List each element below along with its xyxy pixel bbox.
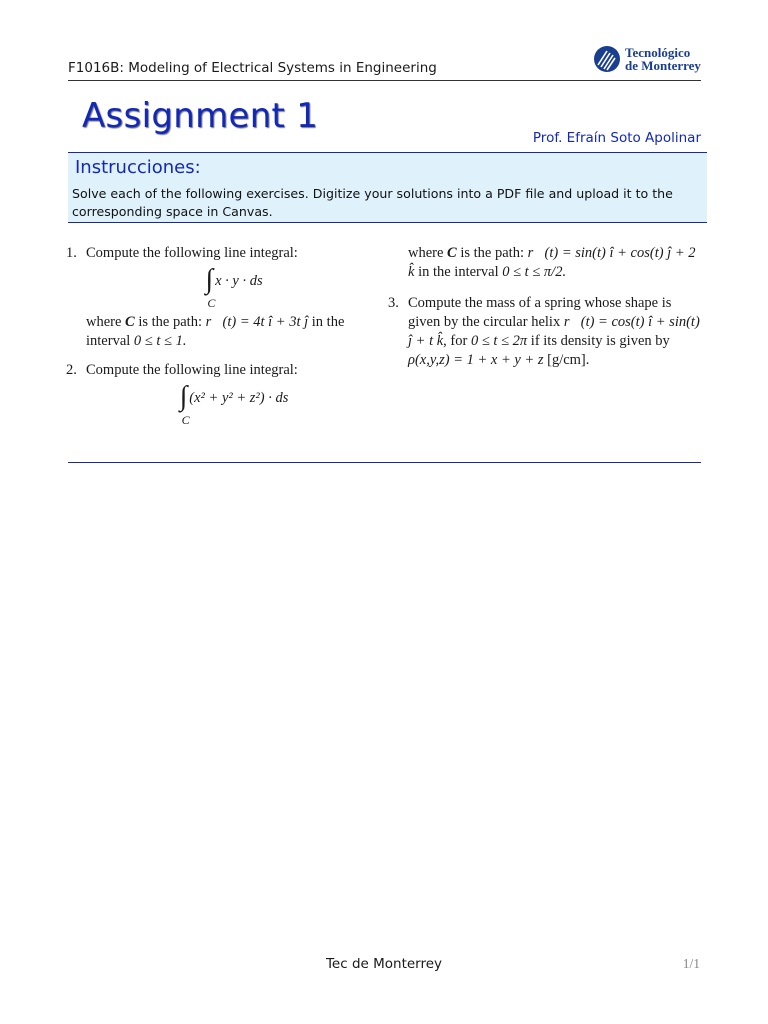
content-divider [68,462,701,463]
density-equation: ρ(x,y,z) = 1 + x + y + z [408,352,544,368]
logo-line-1: Tecnológico [625,45,691,60]
right-column [388,244,702,370]
exercise-3 [388,294,702,370]
integral-equation [86,265,382,309]
exercise-intro: Compute the following line integral: [86,245,298,261]
exercise-text-1: Compute the mass of a spring whose shape is given by the circular helix [408,295,672,330]
integral-equation [86,382,382,426]
course-title: F1016B: Modeling of Electrical Systems in Engineering [68,60,437,76]
assignment-title: Assignment 1 [82,96,319,136]
exercise-2 [66,361,382,426]
path-symbol: C [125,314,135,330]
text-where: where [86,314,126,330]
interval-value: 0 ≤ t ≤ 1. [133,333,187,349]
instructions-text: Solve each of the following exercises. Digitize your solutions into a PDF file and upload it to the corresponding space in Canvas. [72,186,673,219]
path-equation: r⃗(t) = 4t î + 3t ĵ [205,314,309,330]
text-where: where [408,245,448,261]
exercise-text-3: if its density is given by [527,333,670,349]
interval-value: 0 ≤ t ≤ 2π [470,333,528,349]
exercise-2-continued [388,244,702,282]
tec-seal-icon [593,45,621,73]
logo-text [625,46,701,72]
exercise-number: 3. [388,295,399,311]
density-unit: [g/cm]. [543,352,590,368]
header-divider [68,80,701,81]
footer-institution: Tec de Monterrey [325,956,443,972]
path-symbol: C [447,245,457,261]
university-logo [593,43,701,75]
integral-sign: ∫ C [205,264,216,310]
professor-name: Prof. Efraín Soto Apolinar [532,130,701,146]
helix-equation: r⃗(t) = cos(t) î + sin(t) ĵ + t k̂ [408,314,700,349]
exercise-1 [66,244,382,351]
text-interval: in the interval [414,264,503,280]
integral-sign: ∫ C [179,381,190,427]
instructions-box [68,152,707,223]
integrand: x · y · ds [215,273,263,289]
text-path: is the path: [456,245,528,261]
text-interval: in the interval [86,314,345,349]
text-path: is the path: [134,314,206,330]
exercise-number: 2. [66,362,77,378]
path-equation: r⃗(t) = sin(t) î + cos(t) ĵ + 2 k̂ [408,245,696,280]
interval-value: 0 ≤ t ≤ π/2. [502,264,567,280]
instructions-heading: Instrucciones: [75,157,201,178]
integrand: (x² + y² + z²) · ds [189,390,289,406]
integral-subscript: C [181,413,190,427]
exercise-intro: Compute the following line integral: [86,362,298,378]
left-column [66,244,382,428]
logo-line-2: de Monterrey [625,58,701,73]
integral-subscript: C [207,296,216,310]
exercise-text-2: , for [443,333,471,349]
exercise-path-text [86,313,382,351]
page-number: 1/1 [682,956,700,971]
exercise-number: 1. [66,245,77,261]
